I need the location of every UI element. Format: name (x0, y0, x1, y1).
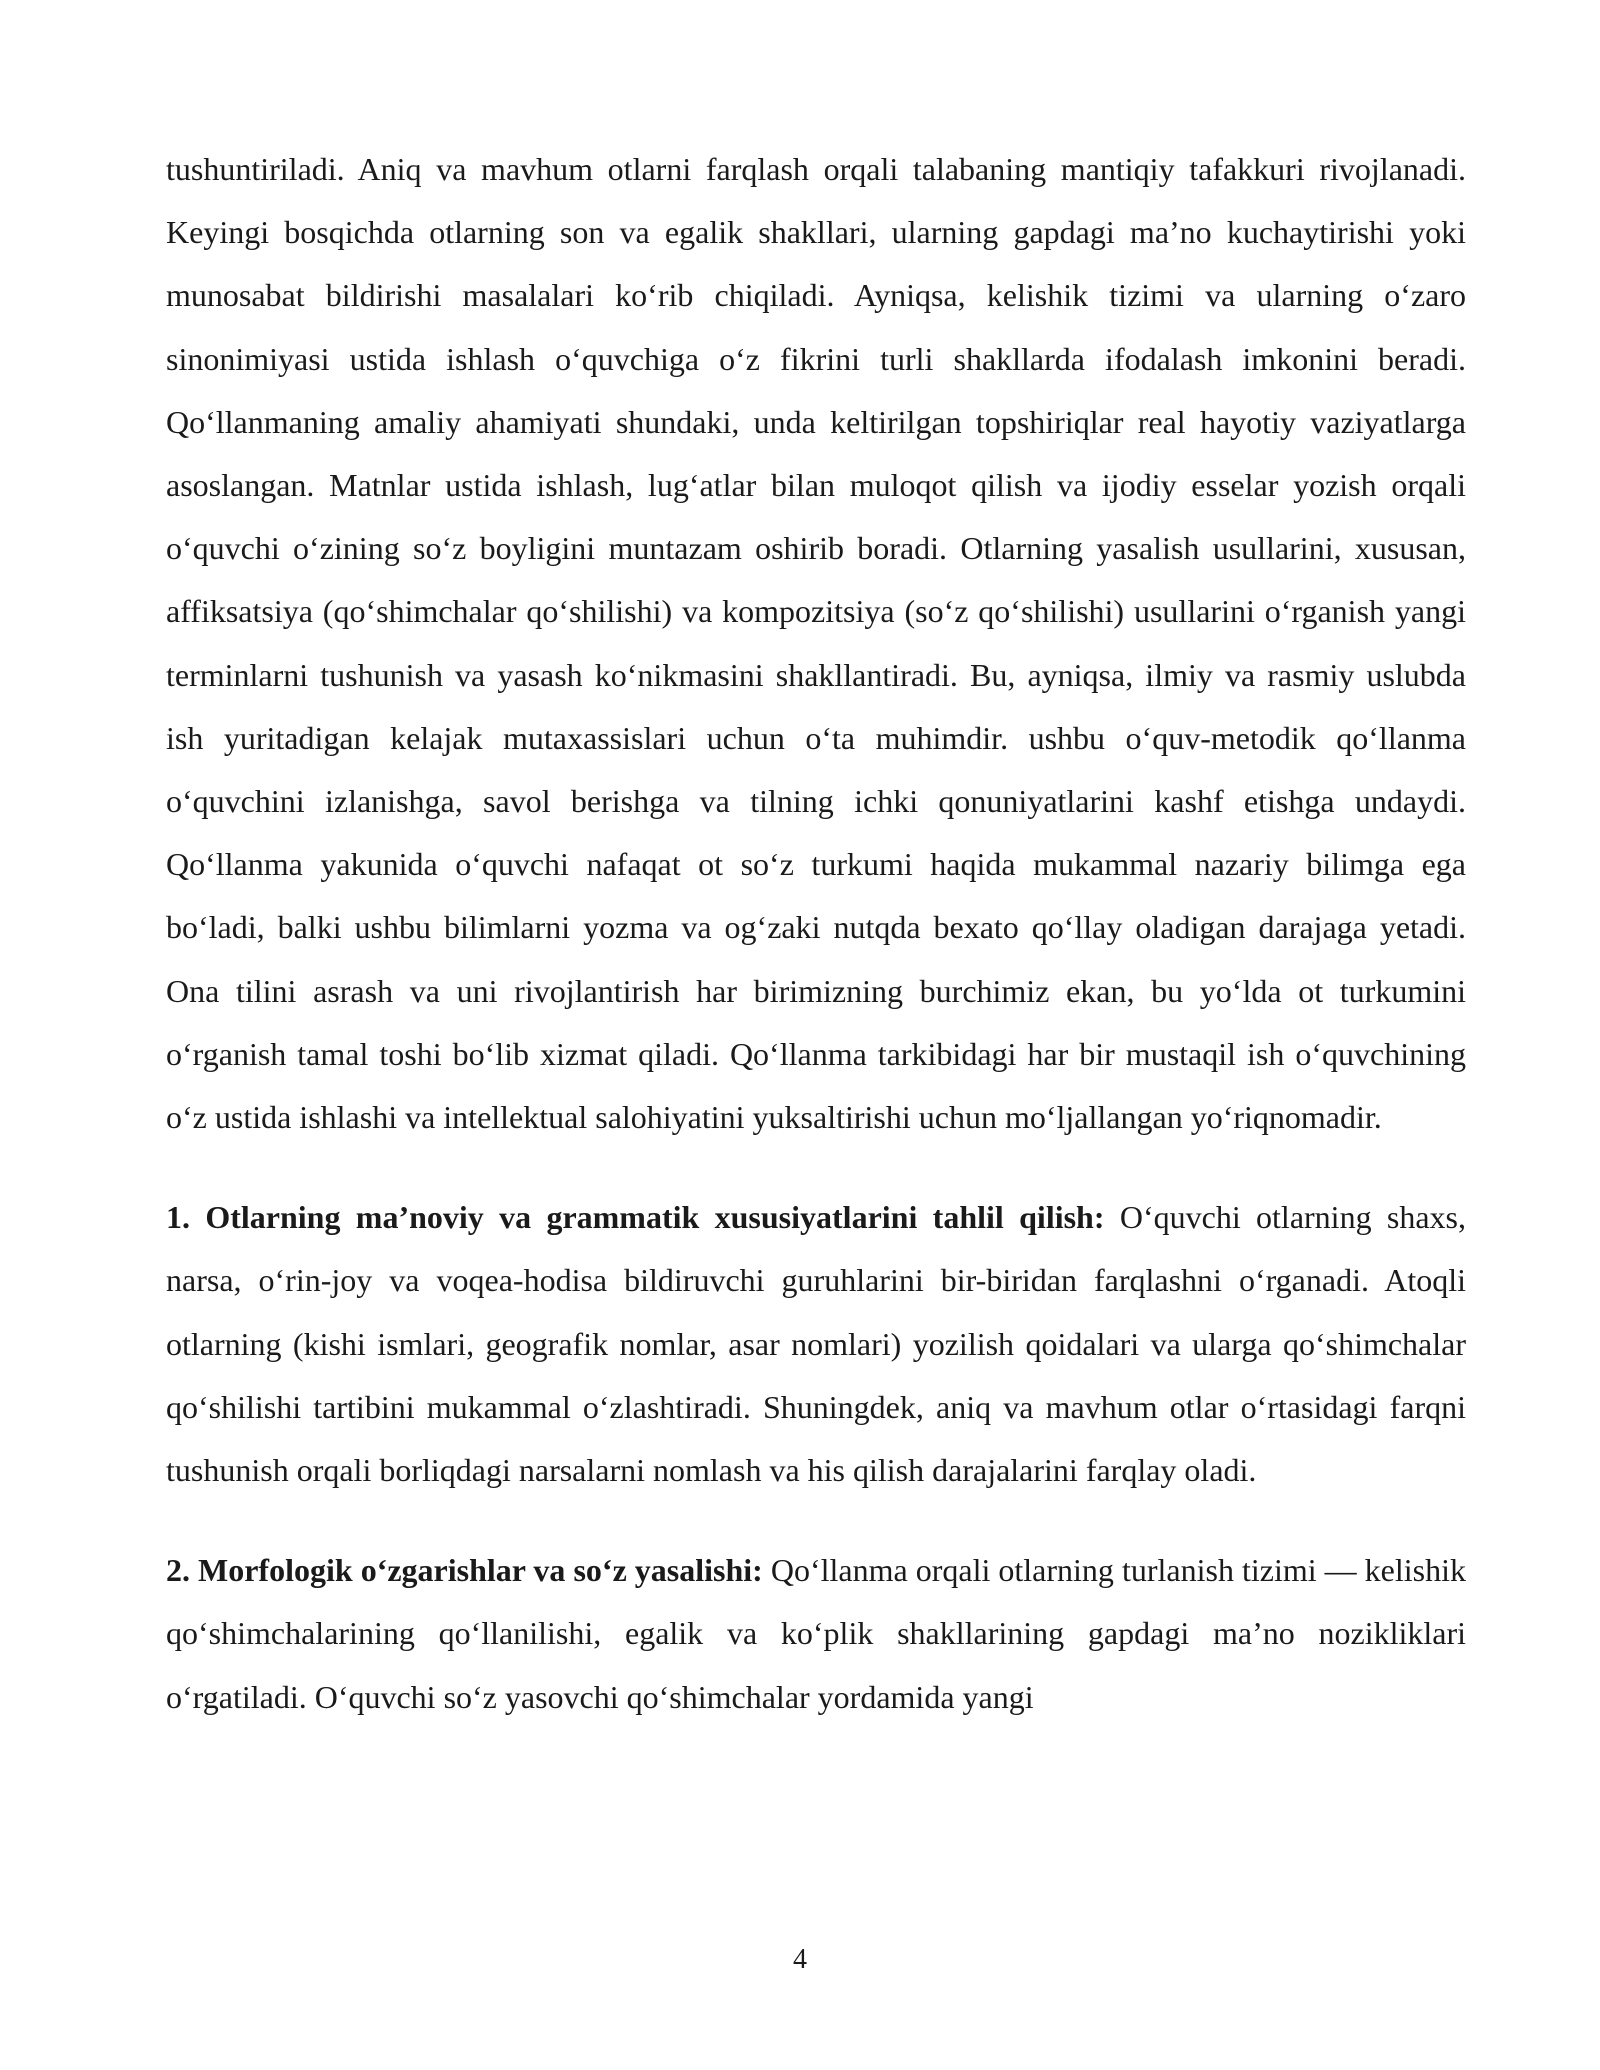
section-heading: 2. Morfologik o‘zgarishlar va so‘z yasalishi: (166, 1552, 763, 1589)
paragraph-intro-continuation (166, 138, 1466, 1149)
paragraph-text: tushuntiriladi. Aniq va mavhum otlarni farqlash orqali talabaning mantiqiy tafakkuri rivojlanadi. Keyingi bosqichda otlarning son va egalik shakllari, ularning gapdagi ma’no kuchaytirishi yoki munosabat bildirishi masalalari ko‘rib chiqiladi. Ayniqsa, kelishik tizimi va ularning o‘zaro sinonimiyasi ustida ishlash o‘quvchiga o‘z fikrini turli shakllarda ifodalash imkonini beradi. Qo‘llanmaning amaliy ahamiyati shundaki, unda keltirilgan topshiriqlar real hayotiy vaziyatlarga asoslangan. Matnlar ustida ishlash, lug‘atlar bilan muloqot qilish va ijodiy esselar yozish orqali o‘quvchi o‘zining so‘z boyligini muntazam oshirib boradi. Otlarning yasalish usullarini, xususan, affiksatsiya (qo‘shimchalar qo‘shilishi) va kompozitsiya (so‘z qo‘shilishi) usullarini o‘rganish yangi terminlarni tushunish va yasash ko‘nikmasini shakllantiradi. Bu, ayniqsa, ilmiy va rasmiy uslubda ish yuritadigan kelajak mutaxassislari uchun o‘ta muhimdir. ushbu o‘quv-metodik qo‘llanma o‘quvchini izlanishga, savol berishga va tilning ichki qonuniyatlarini kashf etishga undaydi. Qo‘llanma yakunida o‘quvchi nafaqat ot so‘z turkumi haqida mukammal nazariy bilimga ega bo‘ladi, balki ushbu bilimlarni yozma va og‘zaki nutqda bexato qo‘llay oladigan darajaga yetadi. Ona tilini asrash va uni rivojlantirish har birimizning burchimiz ekan, bu yo‘lda ot turkumini o‘rganish tamal toshi bo‘lib xizmat qiladi. Qo‘llanma tarkibidagi har bir mustaqil ish o‘quvchining o‘z ustida ishlashi va intellektual salohiyatini yuksaltirishi uchun mo‘ljallangan yo‘riqnomadir. (166, 151, 1466, 1136)
section-heading: 1. Otlarning ma’noviy va grammatik xususiyatlarini tahlil qilish: (166, 1199, 1105, 1236)
page-number: 4 (793, 1944, 807, 1975)
paragraph-text: Qo‘llanma orqali otlarning turlanish tizimi — kelishik qo‘shimchalarining qo‘llanilishi, egalik va ko‘plik shakllarining gapdagi ma’no nozikliklari o‘rgatiladi. O‘quvchi so‘z yasovchi qo‘shimchalar yordamida yangi (166, 1552, 1467, 1715)
paragraph-section-2 (166, 1539, 1466, 1729)
body-text (166, 138, 1466, 1729)
paragraph-section-1 (166, 1186, 1466, 1502)
paragraph-text: O‘quvchi otlarning shaxs, narsa, o‘rin-joy va voqea-hodisa bildiruvchi guruhlarini bir-biridan farqlashni o‘rganadi. Atoqli otlarning (kishi ismlari, geografik nomlar, asar nomlari) yozilish qoidalari va ularga qo‘shimchalar qo‘shilishi tartibini mukammal o‘zlashtiradi. Shuningdek, aniq va mavhum otlar o‘rtasidagi farqni tushunish orqali borliqdagi narsalarni nomlash va his qilish darajalarini farqlay oladi. (166, 1199, 1467, 1489)
